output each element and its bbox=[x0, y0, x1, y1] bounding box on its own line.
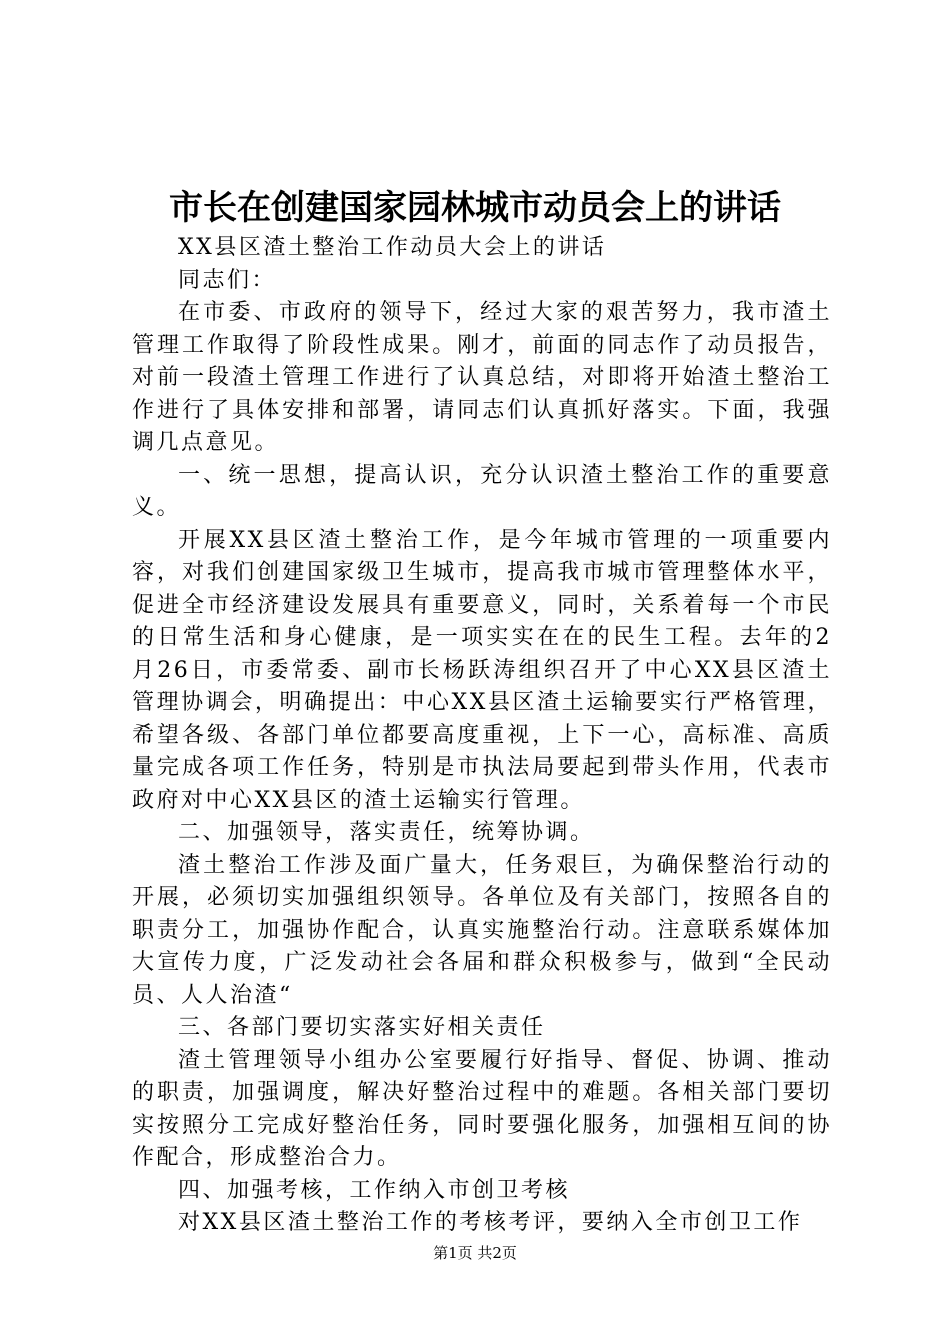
paragraph-section-3: 渣土管理领导小组办公室要履行好指导、督促、协调、推动的职责，加强调度，解决好整治过程中的难题。各相关部门要切实按照分工完成好整治任务，同时要强化服务，加强相互间的协作配合，形成整治合力。 bbox=[132, 1047, 832, 1170]
paragraph-section-4: 对XX县区渣土整治工作的考核考评，要纳入全市创卫工作 bbox=[178, 1210, 803, 1235]
document-title: 市长在创建国家园林城市动员会上的讲话 bbox=[169, 188, 781, 228]
paragraph-section-1: 开展XX县区渣土整治工作，是今年城市管理的一项重要内容，对我们创建国家级卫生城市，提高我市城市管理整体水平，促进全市经济建设发展具有重要意义，同时，关系着每一个市民的日常生活和身心健康，是一项实实在在的民生工程。去年的2月26日，市委常委、副市长杨跃涛组织召开了中心XX县区渣土管理协调会，明确提出：中心XX县区渣土运输要实行严格管理，希望各级、各部门单位都要高度重视，上下一心，高标准、高质量完成各项工作任务，特别是市执法局要起到带头作用，代表市政府对中心XX县区的渣土运输实行管理。 bbox=[132, 527, 832, 813]
paragraph-salutation: 同志们： bbox=[178, 267, 277, 293]
paragraph-section-2: 渣土整治工作涉及面广量大，任务艰巨，为确保整治行动的开展，必须切实加强组织领导。各单位及有关部门，按照各自的职责分工，加强协作配合，认真实施整治行动。注意联系媒体加大宣传力度，广泛发动社会各届和群众积极参与，做到“全民动员、人人治渣“ bbox=[132, 852, 832, 1008]
section-heading-4: 四、加强考核，工作纳入市创卫考核 bbox=[178, 1177, 571, 1203]
page-footer: 第1页 共2页 bbox=[433, 1244, 517, 1262]
document-body bbox=[132, 232, 832, 1240]
section-heading-1: 一、统一思想，提高认识，充分认识渣土整治工作的重要意义。 bbox=[132, 462, 832, 520]
section-heading-2: 二、加强领导，落实责任，统筹协调。 bbox=[178, 820, 595, 845]
paragraph-subtitle: XX县区渣土整治工作动员大会上的讲话 bbox=[178, 235, 607, 260]
section-heading-3: 三、各部门要切实落实好相关责任 bbox=[178, 1015, 546, 1040]
paragraph-intro: 在市委、市政府的领导下，经过大家的艰苦努力，我市渣土管理工作取得了阶段性成果。刚才，前面的同志作了动员报告，对前一段渣土管理工作进行了认真总结，对即将开始渣土整治工作进行了具体安排和部署，请同志们认真抓好落实。下面，我强调几点意见。 bbox=[132, 300, 832, 455]
